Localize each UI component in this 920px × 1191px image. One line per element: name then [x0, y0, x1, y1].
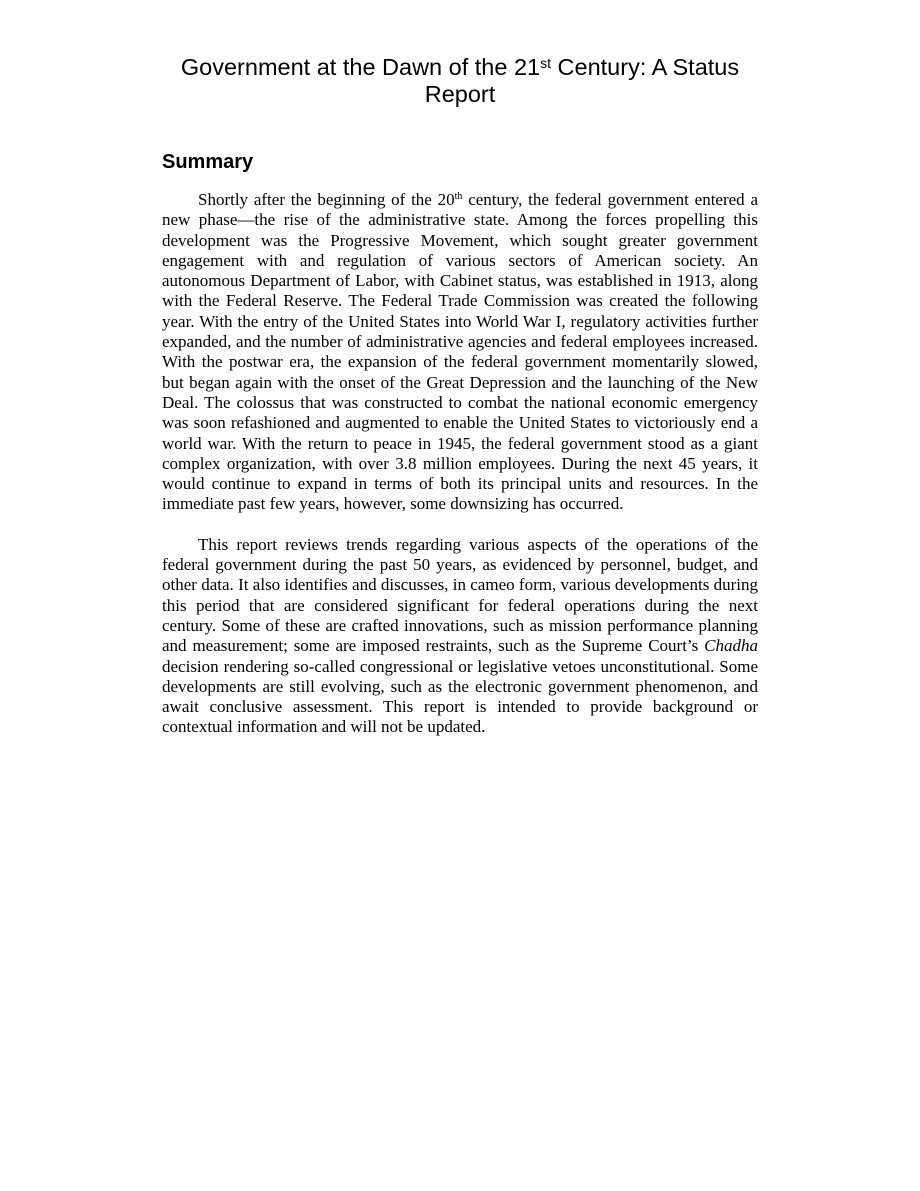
title-text-end: Century: A Status Report — [424, 54, 740, 107]
title-text-start: Government at the Dawn of the 21 — [180, 54, 541, 80]
paragraph-2-italic-case-name: Chadha — [704, 636, 758, 656]
paragraph-1-text-end: century, the federal government entered a new phase—the rise of the administrative state. Among the forces propelling this development was the Progressive Movement, which sought greater government engagement with and regulation of various sectors of American society. An autonomous Department of Labor, with Cabinet status, was established in 1913, along with the Federal Reserve. The Federal Trade Commission was created the following year. With the entry of the United States into World War I, regulatory activities further expanded, and the number of administrative agencies and federal employees increased. With the postwar era, the expansion of the federal government momentarily slowed, but began again with the onset of the Great Depression and the launching of the New Deal. The colossus that was constructed to combat the national economic emergency was soon refashioned and augmented to enable the United States to victoriously end a world war. With the return to peace in 1945, the federal government stood as a giant complex organization, with over 3.8 million employees. During the next 45 years, it would continue to expand in terms of both its principal units and resources. In the immediate past few years, however, some downsizing has occurred. — [162, 190, 758, 514]
document-page — [162, 54, 758, 738]
paragraph-2-text-start: This report reviews trends regarding various aspects of the operations of the federal government during the past 50 years, as evidenced by personnel, budget, and other data. It also identifies and discusses, in cameo form, various developments during this period that are considered significant for federal operations during the next century. Some of these are crafted innovations, such as mission performance planning and measurement; some are imposed restraints, such as the Supreme Court’s — [162, 534, 758, 656]
document-title — [162, 54, 758, 108]
section-heading-summary: Summary — [162, 151, 254, 173]
title-superscript: st — [540, 55, 552, 72]
paragraph-2-text-end: decision rendering so-called congressional or legislative vetoes unconstitutional. Some developments are still evolving, such as the electronic government phenomenon, and await conclusive assessment. This report is intended to provide background or contextual information and will not be updated. — [162, 656, 758, 737]
summary-paragraph-1 — [162, 190, 758, 515]
summary-paragraph-2 — [162, 535, 758, 738]
paragraph-1-superscript: th — [454, 191, 463, 203]
paragraph-1-text-start: Shortly after the beginning of the 20 — [198, 190, 455, 209]
